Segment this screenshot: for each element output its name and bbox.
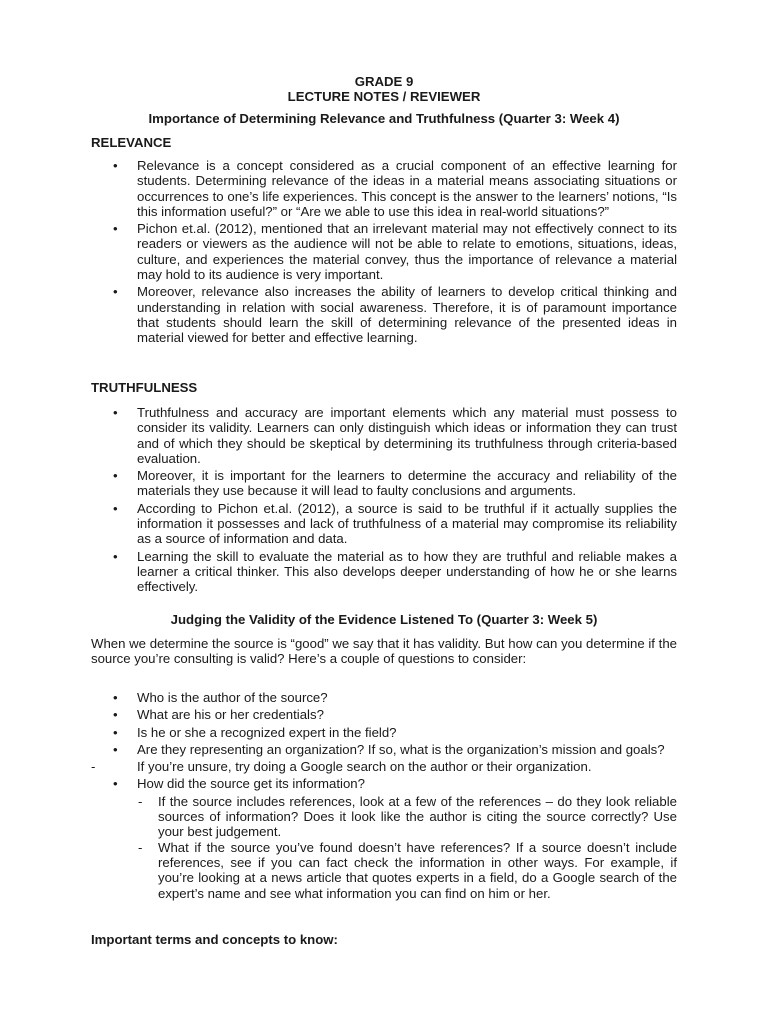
topic-week4-heading: Importance of Determining Relevance and Truthfulness (Quarter 3: Week 4) — [148, 111, 620, 126]
list-item — [91, 501, 677, 547]
tip-google-search: If you’re unsure, try doing a Google search on the author or their organization. — [137, 759, 592, 775]
validity-intro: When we determine the source is “good” we say that it has validity. But how can you determine if the source you’re consulting is valid? Here’s a couple of questions to consider: — [91, 636, 677, 667]
bullet-icon: • — [113, 221, 118, 237]
bullet-icon: • — [113, 500, 118, 516]
relevance-point-2: Pichon et.al. (2012), mentioned that an irrelevant material may not effectively connect to its readers or viewers as the audience will not be able to relate to emotions, situations, ideas, culture, and experiences the material convey, thus the importance of relevance a material may hold to its audience is very important. — [137, 221, 677, 283]
dash-icon: - — [138, 839, 143, 855]
bullet-icon: • — [113, 724, 118, 740]
bullet-icon: • — [113, 707, 118, 723]
list-item — [91, 405, 677, 466]
bullet-icon: • — [113, 690, 118, 705]
bullet-icon: • — [113, 548, 118, 564]
bullet-icon: • — [113, 468, 118, 484]
grade-title: GRADE 9 — [354, 74, 414, 89]
list-item — [91, 742, 677, 757]
question-organization: Are they representing an organization? If so, what is the organization’s mission and goals? — [137, 741, 665, 757]
list-item — [91, 690, 677, 705]
list-item — [91, 468, 677, 499]
terms-heading: Important terms and concepts to know: — [91, 932, 338, 947]
question-credentials: What are his or her credentials? — [137, 707, 324, 723]
validity-questions-list — [91, 690, 677, 903]
list-item — [91, 776, 677, 900]
bullet-icon: • — [113, 741, 118, 757]
question-expert: Is he or she a recognized expert in the field? — [137, 724, 397, 740]
dash-icon: - — [91, 759, 96, 775]
bullet-icon: • — [113, 776, 118, 792]
list-item — [137, 794, 677, 840]
relevance-point-1: Relevance is a concept considered as a crucial component of an effective learning for students. Determining relevance of the ideas in a material means associating situations or occurrences to one’s life experiences. This concept is the answer to the learners’ notions, “Is this information useful?” or “Are we able to use this idea in real-world situations?” — [137, 158, 677, 219]
lecture-subtitle: LECTURE NOTES / REVIEWER — [287, 89, 481, 104]
question-information-source: How did the source get its information? — [137, 776, 365, 792]
source-sublist — [137, 794, 677, 901]
list-item — [91, 158, 677, 219]
list-item — [91, 221, 677, 282]
list-item — [91, 284, 677, 345]
list-item — [137, 840, 677, 901]
list-item — [91, 707, 677, 722]
truthfulness-point-4: Learning the skill to evaluate the material as to how they are truthful and reliable makes a learner a critical thinker. This also develops deeper understanding of how he or she learns effectively. — [137, 548, 677, 595]
bullet-icon: • — [113, 405, 118, 420]
dash-icon: - — [138, 793, 143, 809]
list-item — [69, 759, 677, 774]
list-item — [91, 725, 677, 740]
truthfulness-heading: TRUTHFULNESS — [91, 380, 198, 395]
truthfulness-point-3: According to Pichon et.al. (2012), a source is said to be truthful if it actually supplies the information it possesses and lack of truthfulness of a material may compromise its reliability as a source of information and data. — [137, 500, 677, 547]
list-item — [91, 549, 677, 595]
bullet-icon: • — [113, 158, 118, 173]
question-author: Who is the author of the source? — [137, 690, 328, 705]
truthfulness-list — [91, 405, 677, 597]
bullet-icon: • — [113, 284, 118, 300]
relevance-point-3: Moreover, relevance also increases the ability of learners to develop critical thinking and understanding in relation with social awareness. Therefore, it is of paramount importance that students should learn the skill of determining relevance of the presented ideas in material viewed for better and effective learning. — [137, 284, 677, 346]
validity-heading: Judging the Validity of the Evidence Listened To (Quarter 3: Week 5) — [170, 612, 598, 627]
truthfulness-point-2: Moreover, it is important for the learners to determine the accuracy and reliability of the materials they use because it will lead to faulty conclusions and arguments. — [137, 468, 677, 499]
relevance-heading: RELEVANCE — [91, 135, 172, 150]
relevance-list — [91, 158, 677, 348]
truthfulness-point-1: Truthfulness and accuracy are important elements which any material must possess to consider its validity. Learners can only distinguish which ideas or information they can trust and of which they should be skeptical by determining its truthfulness through criteria-based evaluation. — [137, 405, 677, 466]
sub-point-references: If the source includes references, look at a few of the references – do they look reliable sources of information? Does it look like the author is citing the source correctly? Use your best judgement. — [158, 793, 677, 840]
sub-point-no-references: What if the source you’ve found doesn’t have references? If a source doesn’t include references, see if you can fact check the information in other ways. For example, if you’re looking at a news article that quotes experts in a field, do a Google search of the expert’s name and see what information you can find on him or her. — [158, 839, 677, 901]
